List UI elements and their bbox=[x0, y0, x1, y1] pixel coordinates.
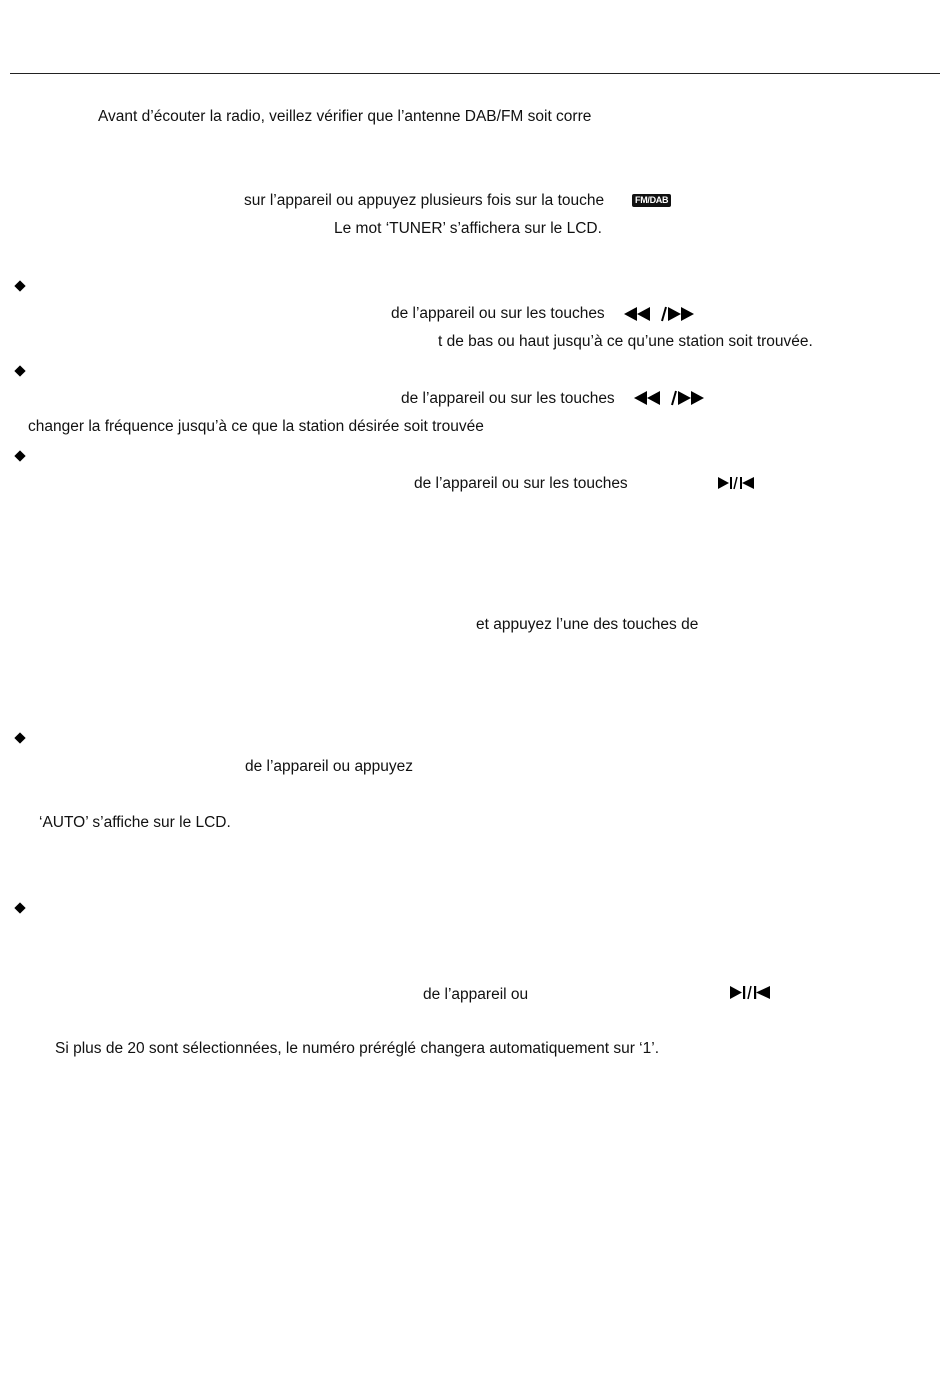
diamond-bullet-icon bbox=[14, 280, 25, 291]
antenna-line: Avant d’écouter la radio, veillez vérifier que l’antenne DAB/FM soit corre bbox=[98, 108, 592, 125]
fm-dab-key-icon: FM/DAB bbox=[632, 194, 671, 207]
tuner-shown-line: Le mot ‘TUNER’ s’affichera sur le LCD. bbox=[334, 220, 602, 237]
recall-keys-line: de l’appareil ou bbox=[423, 986, 529, 1003]
max-presets-line: Si plus de 20 sont sélectionnées, le numéro préréglé changera automatiquement sur ‘1’. bbox=[55, 1040, 660, 1057]
manual-keys-line: de l’appareil ou sur les touches bbox=[401, 390, 615, 407]
diamond-bullet-icon bbox=[14, 732, 25, 743]
rewind-fast-forward-icon bbox=[634, 390, 714, 406]
rewind-fast-forward-icon bbox=[624, 306, 704, 322]
play-pause-skip-back-icon bbox=[718, 476, 758, 490]
play-pause-skip-back-icon bbox=[730, 985, 774, 1000]
auto-press-line: de l’appareil ou appuyez bbox=[245, 758, 414, 775]
seek-keys-line: de l’appareil ou sur les touches bbox=[391, 305, 605, 322]
diamond-bullet-icon bbox=[14, 365, 25, 376]
seek-found-line: t de bas ou haut jusqu’à ce qu’une station soit trouvée. bbox=[438, 333, 813, 350]
diamond-bullet-icon bbox=[14, 902, 25, 913]
press-one-of-line: et appuyez l’une des touches de bbox=[476, 616, 699, 633]
diamond-bullet-icon bbox=[14, 450, 25, 461]
press-key-line: sur l’appareil ou appuyez plusieurs fois sur la touche bbox=[244, 192, 605, 209]
preset-keys-line: de l’appareil ou sur les touches bbox=[414, 475, 628, 492]
manual-found-line: changer la fréquence jusqu’à ce que la station désirée soit trouvée bbox=[28, 418, 484, 435]
header-rule bbox=[10, 73, 940, 74]
auto-shown-line: ‘AUTO’ s’affiche sur le LCD. bbox=[39, 814, 231, 831]
